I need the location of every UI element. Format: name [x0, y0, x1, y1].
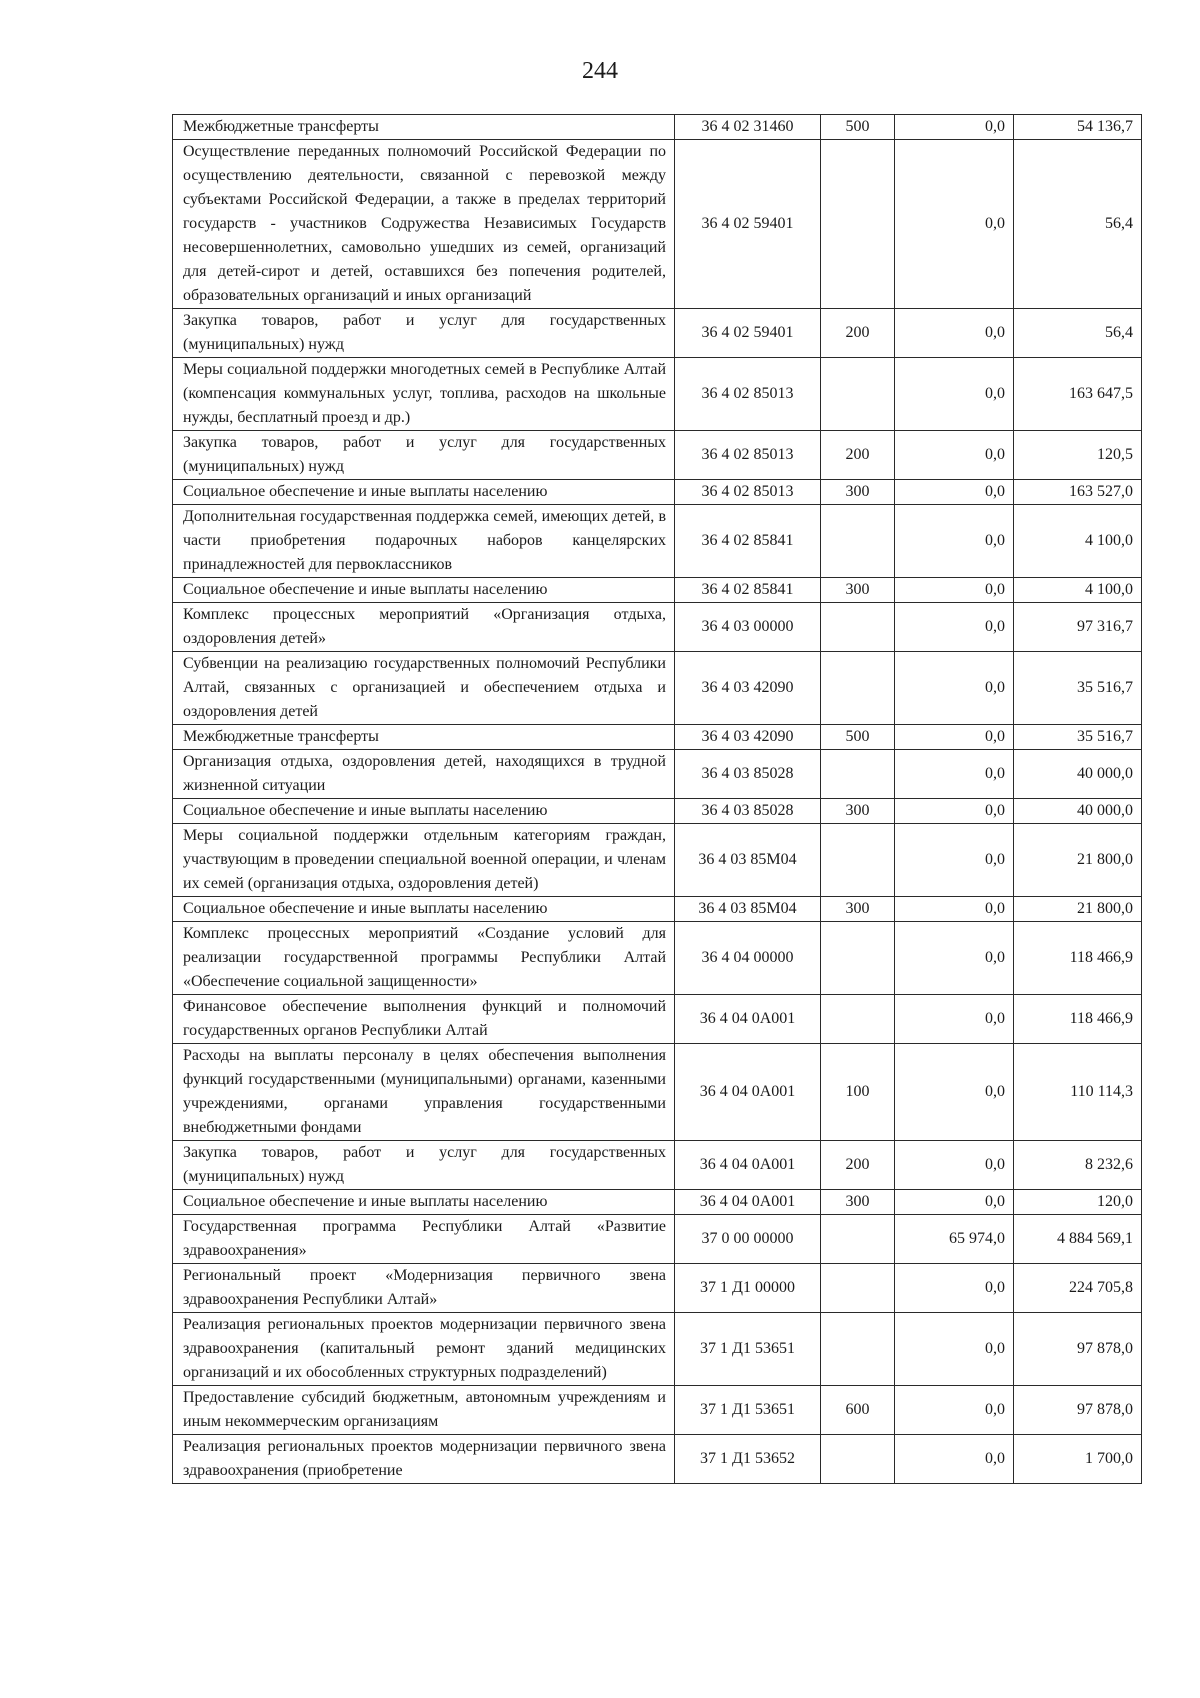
amount-first-cell: 0,0: [895, 1435, 1014, 1484]
target-article-code-cell: 36 4 04 0А001: [675, 1141, 821, 1190]
target-article-code-cell: 36 4 02 31460: [675, 115, 821, 140]
table-row: [173, 578, 1142, 603]
amount-first-cell: 0,0: [895, 603, 1014, 652]
table-row: [173, 1141, 1142, 1190]
expense-type-cell: [821, 1313, 895, 1386]
budget-table: [172, 114, 1142, 1484]
table-row: [173, 995, 1142, 1044]
page-number: 244: [582, 58, 618, 84]
expense-name-cell: Социальное обеспечение и иные выплаты населению: [173, 1190, 675, 1215]
table-row: [173, 115, 1142, 140]
amount-first-cell: 0,0: [895, 1044, 1014, 1141]
target-article-code-cell: 36 4 02 85841: [675, 505, 821, 578]
amount-first-cell: 0,0: [895, 309, 1014, 358]
expense-type-cell: 300: [821, 897, 895, 922]
expense-type-cell: 600: [821, 1386, 895, 1435]
table-row: [173, 824, 1142, 897]
amount-first-cell: 0,0: [895, 358, 1014, 431]
expense-name-cell: Дополнительная государственная поддержка семей, имеющих детей, в части приобретения подарочных наборов канцелярских принадлежностей для первоклассников: [173, 505, 675, 578]
amount-first-cell: 0,0: [895, 1141, 1014, 1190]
expense-name-cell: Социальное обеспечение и иные выплаты населению: [173, 578, 675, 603]
amount-first-cell: 0,0: [895, 1264, 1014, 1313]
table-row: [173, 897, 1142, 922]
amount-second-cell: 54 136,7: [1014, 115, 1142, 140]
expense-type-cell: 300: [821, 480, 895, 505]
expense-type-cell: 100: [821, 1044, 895, 1141]
expense-type-cell: 500: [821, 115, 895, 140]
table-row: [173, 505, 1142, 578]
expense-type-cell: 500: [821, 725, 895, 750]
expense-name-cell: Закупка товаров, работ и услуг для государственных (муниципальных) нужд: [173, 1141, 675, 1190]
target-article-code-cell: 36 4 04 00000: [675, 922, 821, 995]
expense-name-cell: Меры социальной поддержки многодетных семей в Республике Алтай (компенсация коммунальных услуг, топлива, расходов на школьные нужды, бесплатный проезд и др.): [173, 358, 675, 431]
expense-name-cell: Меры социальной поддержки отдельным категориям граждан, участвующим в проведении специальной военной операции, и членам их семей (организация отдыха, оздоровления детей): [173, 824, 675, 897]
amount-first-cell: 0,0: [895, 505, 1014, 578]
expense-type-cell: [821, 750, 895, 799]
amount-second-cell: 1 700,0: [1014, 1435, 1142, 1484]
amount-second-cell: 56,4: [1014, 140, 1142, 309]
amount-second-cell: 118 466,9: [1014, 995, 1142, 1044]
target-article-code-cell: 36 4 03 85М04: [675, 824, 821, 897]
amount-first-cell: 0,0: [895, 578, 1014, 603]
amount-second-cell: 120,5: [1014, 431, 1142, 480]
amount-second-cell: 224 705,8: [1014, 1264, 1142, 1313]
amount-second-cell: 4 100,0: [1014, 505, 1142, 578]
expense-name-cell: Реализация региональных проектов модернизации первичного звена здравоохранения (капитальный ремонт зданий медицинских организаций и их обособленных структурных подразделений): [173, 1313, 675, 1386]
table-row: [173, 1435, 1142, 1484]
expense-type-cell: [821, 1264, 895, 1313]
amount-second-cell: 110 114,3: [1014, 1044, 1142, 1141]
target-article-code-cell: 36 4 03 85028: [675, 750, 821, 799]
amount-first-cell: 0,0: [895, 897, 1014, 922]
table-row: [173, 431, 1142, 480]
expense-name-cell: Реализация региональных проектов модернизации первичного звена здравоохранения (приобретение: [173, 1435, 675, 1484]
amount-first-cell: 0,0: [895, 652, 1014, 725]
expense-type-cell: [821, 358, 895, 431]
amount-first-cell: 0,0: [895, 1313, 1014, 1386]
expense-type-cell: 300: [821, 1190, 895, 1215]
amount-second-cell: 21 800,0: [1014, 824, 1142, 897]
amount-second-cell: 4 884 569,1: [1014, 1215, 1142, 1264]
expense-type-cell: 200: [821, 431, 895, 480]
table-row: [173, 603, 1142, 652]
expense-type-cell: [821, 1215, 895, 1264]
expense-type-cell: 200: [821, 1141, 895, 1190]
amount-first-cell: 0,0: [895, 1386, 1014, 1435]
amount-first-cell: 0,0: [895, 140, 1014, 309]
expense-name-cell: Комплекс процессных мероприятий «Организация отдыха, оздоровления детей»: [173, 603, 675, 652]
amount-second-cell: 8 232,6: [1014, 1141, 1142, 1190]
target-article-code-cell: 36 4 02 85013: [675, 480, 821, 505]
expense-type-cell: 200: [821, 309, 895, 358]
target-article-code-cell: 36 4 03 85М04: [675, 897, 821, 922]
expense-name-cell: Социальное обеспечение и иные выплаты населению: [173, 897, 675, 922]
amount-second-cell: 97 316,7: [1014, 603, 1142, 652]
expense-name-cell: Предоставление субсидий бюджетным, автономным учреждениям и иным некоммерческим организациям: [173, 1386, 675, 1435]
table-row: [173, 309, 1142, 358]
amount-second-cell: 97 878,0: [1014, 1313, 1142, 1386]
expense-name-cell: Осуществление переданных полномочий Российской Федерации по осуществлению деятельности, связанной с перевозкой между субъектами Российской Федерации, а также в пределах территорий государств - участников Содружества Независимых Государств несовершеннолетних, самовольно ушедших из семей, организаций для детей-сирот и детей, оставшихся без попечения родителей, образовательных организаций и иных организаций: [173, 140, 675, 309]
table-row: [173, 1313, 1142, 1386]
target-article-code-cell: 37 1 Д1 53651: [675, 1313, 821, 1386]
amount-first-cell: 0,0: [895, 1190, 1014, 1215]
expense-type-cell: [821, 922, 895, 995]
amount-second-cell: 97 878,0: [1014, 1386, 1142, 1435]
target-article-code-cell: 36 4 02 85013: [675, 358, 821, 431]
table-row: [173, 750, 1142, 799]
expense-name-cell: Субвенции на реализацию государственных полномочий Республики Алтай, связанных с организацией и обеспечением отдыха и оздоровления детей: [173, 652, 675, 725]
amount-first-cell: 0,0: [895, 725, 1014, 750]
target-article-code-cell: 36 4 02 85013: [675, 431, 821, 480]
amount-second-cell: 35 516,7: [1014, 652, 1142, 725]
target-article-code-cell: 36 4 03 42090: [675, 652, 821, 725]
amount-second-cell: 56,4: [1014, 309, 1142, 358]
table-row: [173, 1044, 1142, 1141]
target-article-code-cell: 36 4 04 0А001: [675, 1044, 821, 1141]
table-row: [173, 799, 1142, 824]
table-row: [173, 652, 1142, 725]
expense-name-cell: Межбюджетные трансферты: [173, 115, 675, 140]
amount-first-cell: 0,0: [895, 480, 1014, 505]
expense-type-cell: [821, 1435, 895, 1484]
amount-second-cell: 35 516,7: [1014, 725, 1142, 750]
amount-first-cell: 0,0: [895, 115, 1014, 140]
amount-first-cell: 0,0: [895, 995, 1014, 1044]
expense-name-cell: Социальное обеспечение и иные выплаты населению: [173, 799, 675, 824]
target-article-code-cell: 36 4 02 59401: [675, 140, 821, 309]
expense-name-cell: Финансовое обеспечение выполнения функций и полномочий государственных органов Республики Алтай: [173, 995, 675, 1044]
expense-type-cell: [821, 140, 895, 309]
target-article-code-cell: 36 4 04 0А001: [675, 995, 821, 1044]
expense-name-cell: Региональный проект «Модернизация первичного звена здравоохранения Республики Алтай»: [173, 1264, 675, 1313]
table-row: [173, 480, 1142, 505]
table-row: [173, 725, 1142, 750]
amount-first-cell: 0,0: [895, 750, 1014, 799]
amount-second-cell: 21 800,0: [1014, 897, 1142, 922]
expense-type-cell: 300: [821, 578, 895, 603]
amount-second-cell: 163 647,5: [1014, 358, 1142, 431]
target-article-code-cell: 36 4 03 42090: [675, 725, 821, 750]
expense-type-cell: [821, 824, 895, 897]
table-row: [173, 140, 1142, 309]
target-article-code-cell: 36 4 03 85028: [675, 799, 821, 824]
amount-second-cell: 40 000,0: [1014, 799, 1142, 824]
expense-name-cell: Расходы на выплаты персоналу в целях обеспечения выполнения функций государственными (муниципальными) органами, казенными учреждениями, органами управления государственными внебюджетными фондами: [173, 1044, 675, 1141]
expense-name-cell: Закупка товаров, работ и услуг для государственных (муниципальных) нужд: [173, 309, 675, 358]
amount-first-cell: 0,0: [895, 824, 1014, 897]
expense-name-cell: Государственная программа Республики Алтай «Развитие здравоохранения»: [173, 1215, 675, 1264]
amount-second-cell: 120,0: [1014, 1190, 1142, 1215]
amount-first-cell: 65 974,0: [895, 1215, 1014, 1264]
amount-first-cell: 0,0: [895, 922, 1014, 995]
table-row: [173, 358, 1142, 431]
target-article-code-cell: 36 4 03 00000: [675, 603, 821, 652]
expense-type-cell: [821, 995, 895, 1044]
table-row: [173, 1386, 1142, 1435]
expense-type-cell: [821, 603, 895, 652]
target-article-code-cell: 36 4 02 59401: [675, 309, 821, 358]
expense-name-cell: Социальное обеспечение и иные выплаты населению: [173, 480, 675, 505]
table-row: [173, 922, 1142, 995]
amount-second-cell: 4 100,0: [1014, 578, 1142, 603]
expense-type-cell: [821, 505, 895, 578]
expense-type-cell: [821, 652, 895, 725]
target-article-code-cell: 37 0 00 00000: [675, 1215, 821, 1264]
expense-type-cell: 300: [821, 799, 895, 824]
table-row: [173, 1264, 1142, 1313]
table-row: [173, 1215, 1142, 1264]
target-article-code-cell: 36 4 04 0А001: [675, 1190, 821, 1215]
target-article-code-cell: 36 4 02 85841: [675, 578, 821, 603]
amount-second-cell: 163 527,0: [1014, 480, 1142, 505]
amount-second-cell: 118 466,9: [1014, 922, 1142, 995]
expense-name-cell: Организация отдыха, оздоровления детей, находящихся в трудной жизненной ситуации: [173, 750, 675, 799]
amount-first-cell: 0,0: [895, 431, 1014, 480]
amount-first-cell: 0,0: [895, 799, 1014, 824]
target-article-code-cell: 37 1 Д1 00000: [675, 1264, 821, 1313]
target-article-code-cell: 37 1 Д1 53651: [675, 1386, 821, 1435]
table-row: [173, 1190, 1142, 1215]
expense-name-cell: Комплекс процессных мероприятий «Создание условий для реализации государственной программы Республики Алтай «Обеспечение социальной защищенности»: [173, 922, 675, 995]
amount-second-cell: 40 000,0: [1014, 750, 1142, 799]
expense-name-cell: Межбюджетные трансферты: [173, 725, 675, 750]
expense-name-cell: Закупка товаров, работ и услуг для государственных (муниципальных) нужд: [173, 431, 675, 480]
target-article-code-cell: 37 1 Д1 53652: [675, 1435, 821, 1484]
